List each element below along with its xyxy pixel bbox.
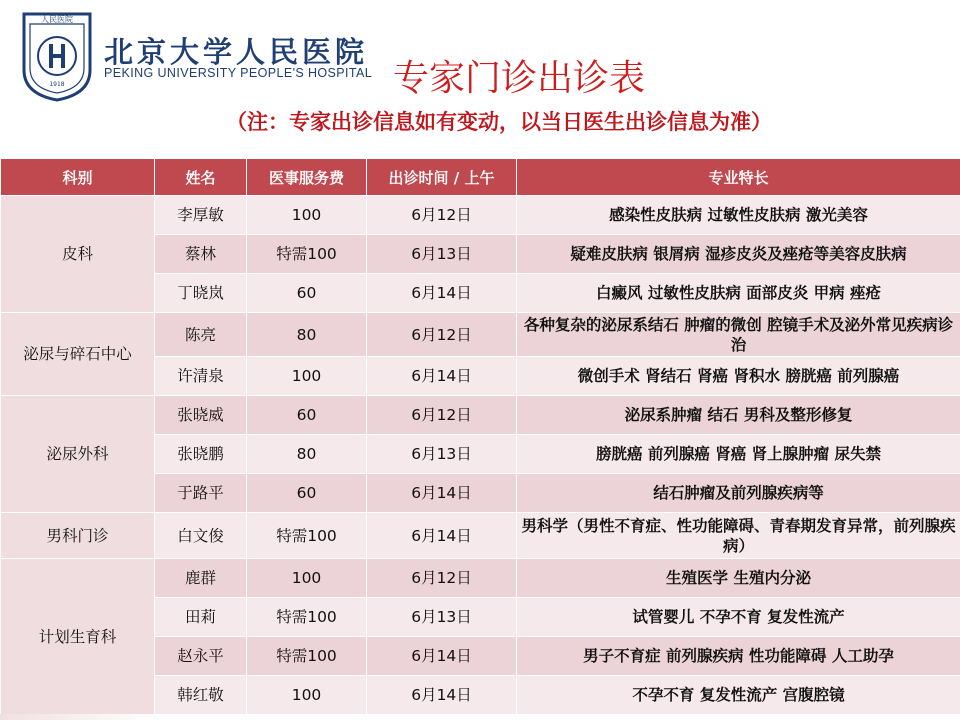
date-cell: 6月12日: [367, 396, 517, 435]
doctor-name: 赵永平: [155, 637, 247, 676]
doctor-name: 陈亮: [155, 313, 247, 357]
specialty-cell: 微创手术 肾结石 肾癌 肾积水 膀胱癌 前列腺癌: [517, 357, 960, 396]
table-row: [1, 313, 960, 357]
date-cell: 6月14日: [367, 637, 517, 676]
specialty-cell: 男科学（男性不育症、性功能障碍、青春期发育异常，前列腺疾病）: [517, 513, 960, 559]
header-specialty: 专业特长: [517, 159, 960, 196]
header-time: 出诊时间 / 上午: [367, 159, 517, 196]
specialty-cell: 各种复杂的泌尿系结石 肿瘤的微创 腔镜手术及泌外常见疾病诊治: [517, 313, 960, 357]
fee-cell: 特需100: [247, 513, 367, 559]
date-cell: 6月13日: [367, 435, 517, 474]
date-cell: 6月14日: [367, 474, 517, 513]
hospital-seal-icon: [20, 10, 94, 102]
header-fee: 医事服务费: [247, 159, 367, 196]
date-cell: 6月12日: [367, 559, 517, 598]
doctor-name: 许清泉: [155, 357, 247, 396]
header-name: 姓名: [155, 159, 247, 196]
header: [0, 0, 960, 158]
fee-cell: 60: [247, 274, 367, 313]
date-cell: 6月12日: [367, 313, 517, 357]
dept-cell: 泌尿外科: [1, 396, 155, 513]
dept-cell: 泌尿与碎石中心: [1, 313, 155, 396]
specialty-cell: 试管婴儿 不孕不育 复发性流产: [517, 598, 960, 637]
date-cell: 6月14日: [367, 357, 517, 396]
specialty-cell: 生殖医学 生殖内分泌: [517, 559, 960, 598]
doctor-name: 张晓威: [155, 396, 247, 435]
table-header-row: [1, 159, 960, 196]
specialty-cell: 男子不育症 前列腺疾病 性功能障碍 人工助孕: [517, 637, 960, 676]
doctor-name: 于路平: [155, 474, 247, 513]
dept-cell: 皮科: [1, 196, 155, 313]
specialty-cell: 疑难皮肤病 银屑病 湿疹皮炎及痤疮等美容皮肤病: [517, 235, 960, 274]
hospital-name-cn: 北京大学人民医院: [104, 35, 369, 69]
doctor-name: 李厚敏: [155, 196, 247, 235]
seal-year: 1918: [49, 81, 65, 88]
date-cell: 6月13日: [367, 598, 517, 637]
fee-cell: 特需100: [247, 598, 367, 637]
fee-cell: 80: [247, 435, 367, 474]
date-cell: 6月12日: [367, 196, 517, 235]
doctor-name: 韩红敬: [155, 676, 247, 715]
table-row: [1, 196, 960, 235]
fee-cell: 80: [247, 313, 367, 357]
fee-cell: 100: [247, 559, 367, 598]
footer-decoration: [0, 714, 160, 720]
doctor-name: 田莉: [155, 598, 247, 637]
fee-cell: 100: [247, 196, 367, 235]
fee-cell: 100: [247, 676, 367, 715]
date-cell: 6月13日: [367, 235, 517, 274]
dept-cell: 男科门诊: [1, 513, 155, 559]
fee-cell: 60: [247, 396, 367, 435]
table-row: [1, 396, 960, 435]
hospital-name-en: PEKING UNIVERSITY PEOPLE'S HOSPITAL: [104, 66, 373, 80]
specialty-cell: 感染性皮肤病 过敏性皮肤病 激光美容: [517, 196, 960, 235]
schedule-table: [0, 158, 960, 715]
dept-cell: 计划生育科: [1, 559, 155, 715]
date-cell: 6月14日: [367, 513, 517, 559]
specialty-cell: 结石肿瘤及前列腺疾病等: [517, 474, 960, 513]
table-row: [1, 513, 960, 559]
fee-cell: 特需100: [247, 235, 367, 274]
specialty-cell: 白癜风 过敏性皮肤病 面部皮炎 甲病 痤疮: [517, 274, 960, 313]
specialty-cell: 泌尿系肿瘤 结石 男科及整形修复: [517, 396, 960, 435]
specialty-cell: 膀胱癌 前列腺癌 肾癌 肾上腺肿瘤 尿失禁: [517, 435, 960, 474]
doctor-name: 蔡林: [155, 235, 247, 274]
fee-cell: 60: [247, 474, 367, 513]
page-title: 专家门诊出诊表: [393, 58, 646, 99]
specialty-cell: 不孕不育 复发性流产 宫腹腔镜: [517, 676, 960, 715]
seal-text: 人民医院: [41, 15, 73, 24]
table-row: [1, 559, 960, 598]
doctor-name: 白文俊: [155, 513, 247, 559]
doctor-name: 鹿群: [155, 559, 247, 598]
date-cell: 6月14日: [367, 676, 517, 715]
fee-cell: 100: [247, 357, 367, 396]
date-cell: 6月14日: [367, 274, 517, 313]
schedule-note: （注：专家出诊信息如有变动，以当日医生出诊信息为准）: [226, 110, 772, 134]
header-dept: 科别: [1, 159, 155, 196]
doctor-name: 丁晓岚: [155, 274, 247, 313]
fee-cell: 特需100: [247, 637, 367, 676]
doctor-name: 张晓鹏: [155, 435, 247, 474]
